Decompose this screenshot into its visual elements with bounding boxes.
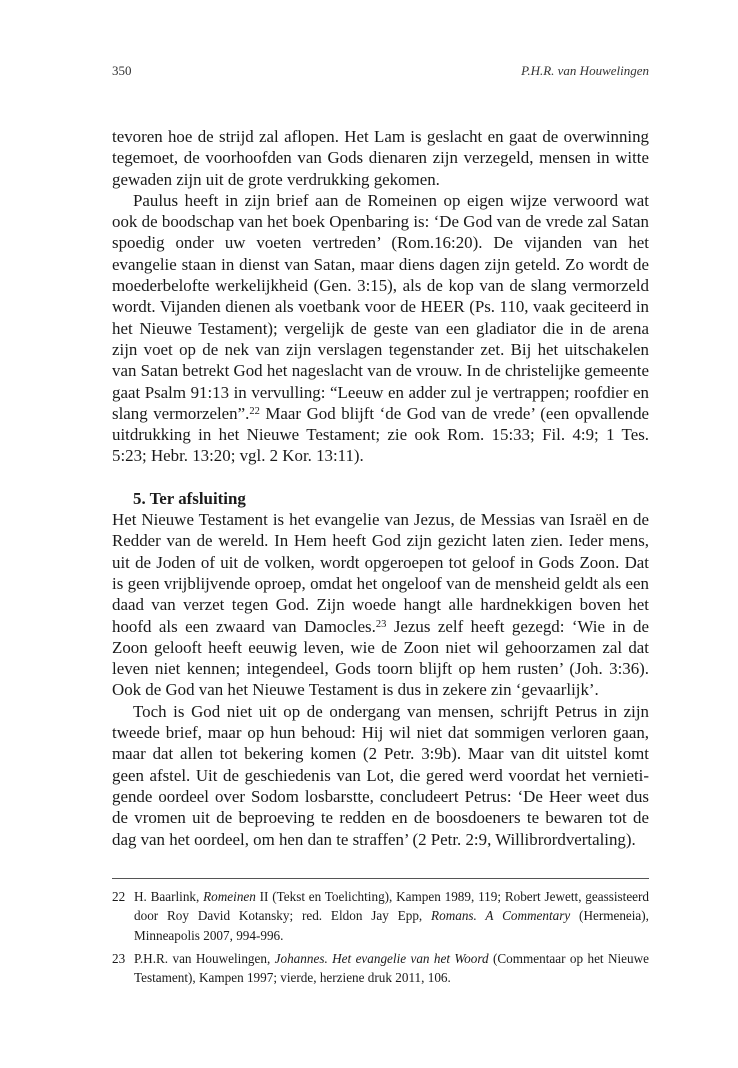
paragraph-3 — [112, 509, 649, 701]
paragraph-4: Toch is God niet uit op de ondergang van mensen, schrijft Petrus in zijn tweede brief, maar op hun behoud: Hij wil niet dat sommigen verloren gaan, maar dat allen tot bekering komen (2 Petr. 3:9b). Maar van dit uitstel komt geen afstel. Uit de geschiedenis van Lot, die gered werd voordat het vernietigende oordeel over Sodom losbarstte, concludeert Petrus: ‘De Heer weet dus de vromen uit de beproeving te redden en de boosdoeners te bewaren tot de dag van het oordeel, om hen dan te straffen’ (2 Petr. 2:9, Willibrordvertaling). — [112, 701, 649, 849]
page-number: 350 — [112, 63, 132, 78]
main-text — [112, 126, 649, 850]
footnote-text-part: II (Tekst en Toelichting), Kampen 1989, 119; Robert Jewett, geassisteerd door Roy David Kotansky; red. Eldon Jay Epp, — [134, 889, 650, 924]
footnote-23 — [112, 949, 649, 988]
footnote-number: 22 — [112, 889, 126, 904]
footnote-text — [134, 949, 649, 988]
footnote-text — [134, 887, 649, 945]
footnote-22 — [112, 887, 649, 945]
running-title: P.H.R. van Houwelingen — [521, 63, 649, 78]
page-header — [112, 63, 649, 83]
footnote-text-part: P.H.R. van Houwelingen, — [134, 950, 275, 966]
paragraph-1: tevoren hoe de strijd zal aflopen. Het Lam is geslacht en gaat de overwinning tegemoet, de voorhoofden van Gods dienaren zijn verzegeld, mensen in witte gewaden zijn uit de grote verdrukking gekomen. — [112, 127, 649, 189]
section-heading: 5. Ter afsluiting — [133, 488, 246, 508]
footnote-number: 23 — [112, 950, 126, 966]
paragraph-2-text-a: Paulus heeft in zijn brief aan de Romeinen op eigen wijze verwoord wat ook de boodschap van het boek Openbaring is: ‘De God van de vrede zal Satan spoedig onder uw voeten vertreden’ (Rom.16:20). De vijanden van het evangelie staan in dienst van Satan, maar diens dagen zijn geteld. Zo wordt de moederbelofte werkelijkheid (Gen. 3:15), als de kop van de slang vermorzeld wordt. Vijanden dienen als voetbank voor de HEER (Ps. 110, vaak geciteerd in het Nieuwe Testament); vergelijk de geste van een gladiator die in de arena zijn voet op de nek van zijn verslagen tegenstander zet. Bij het uitschakelen van Satan betrekt God het nageslacht van de vrouw. In de christelijke gemeente gaat Psalm 91:13 in vervulling: “Leeuw en adder zul je vertrappen; roofdier en slang vermorzelen”. — [112, 190, 649, 423]
footnote-ref-23[interactable]: 23 — [375, 618, 387, 630]
footnotes — [112, 887, 649, 991]
footnote-text-part: H. Baarlink, — [134, 889, 204, 904]
footnote-title-italic: Romans. A Commentary — [431, 908, 571, 924]
paragraph-3-text-a: Het Nieuwe Testament is het evangelie van Jezus, de Messias van Israël en de Redder van de wereld. In Hem heeft God zijn gezicht laten zien. Ieder mens, uit de Joden of uit de volken, wordt opgeroepen tot geloof in Gods Zoon. Dat is geen vrijblijvende oproep, omdat het ongeloof van de mensheid geldt als een daad van verzet tegen God. Zijn woede hangt alle hardnekkigen boven het hoofd als een zwaard van Damocles. — [112, 510, 649, 636]
footnote-divider — [112, 878, 649, 879]
footnote-text-part: (Hermeneia), Minneapolis 2007, 994-996. — [134, 908, 649, 943]
footnote-ref-22[interactable]: 22 — [249, 405, 260, 417]
footnote-text-part: (Commentaar op het Nieuwe Testament), Kampen 1997; vierde, herziene druk 2011, 106. — [134, 950, 649, 986]
paragraph-3-text-b: Jezus zelf heeft gezegd: ‘Wie in de Zoon gelooft heeft eeuwig leven, wie de Zoon niet wil gehoorzamen zal dat leven niet kennen; integendeel, Gods toorn blijft op hem rusten’ (Joh. 3:36). Ook de God van het Nieuwe Testament is dus in zekere zin ‘gevaarlijk’. — [112, 616, 649, 700]
footnote-title-italic: Johannes. Het evangelie van het Woord — [274, 950, 489, 966]
footnote-title-italic: Romeinen — [203, 889, 256, 904]
paragraph-2 — [112, 190, 649, 467]
paragraph-2-text-b: Maar God blijft ‘de God van de vrede’ (een opvallende uitdrukking in het Nieuwe Testament; zie ook Rom. 15:33; Fil. 4:9; 1 Tes. 5:23; Hebr. 13:20; vgl. 2 Kor. 13:11). — [112, 403, 650, 466]
